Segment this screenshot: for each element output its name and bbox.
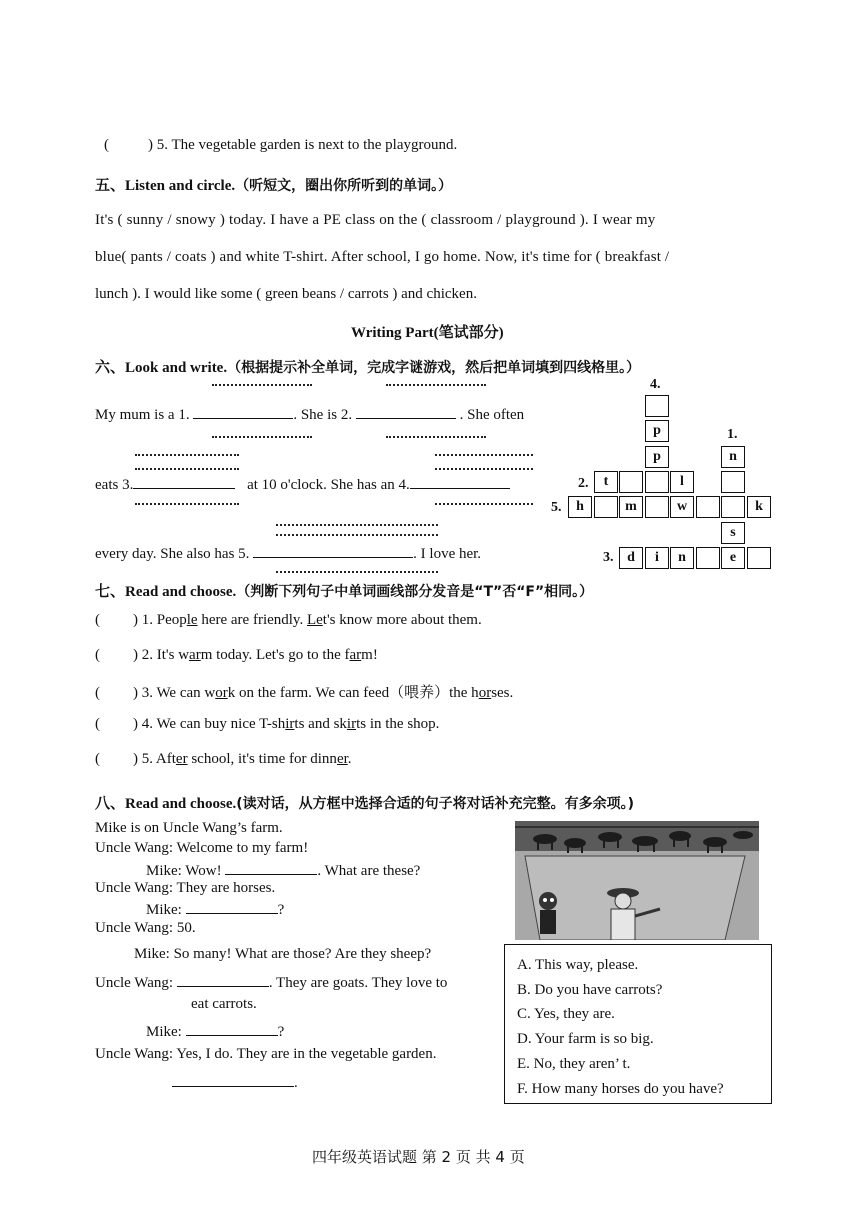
- crossword-cell[interactable]: l: [670, 471, 694, 493]
- crossword-cell[interactable]: n: [670, 547, 694, 569]
- dialogue-blank[interactable]: [186, 899, 278, 914]
- dialogue-blank[interactable]: [186, 1021, 278, 1036]
- sec6-para2: eats 3. at 10 o'clock. She has an 4.: [95, 474, 510, 494]
- crossword-cell[interactable]: [696, 496, 720, 518]
- sec5-title: 五、Listen and circle.（听短文，圈出你所听到的单词。）: [95, 178, 453, 194]
- crossword-cell[interactable]: [645, 471, 669, 493]
- dialogue-line: Mike: ?: [146, 899, 284, 919]
- four-line-grid-3-top: [135, 454, 239, 456]
- sec5-line3: lunch ). I would like some ( green beans / carrots ) and chicken.: [95, 286, 477, 302]
- sec7-item: ( ) 3. We can work on the farm. We can feed（喂养）the horses.: [95, 685, 514, 701]
- crossword-cell[interactable]: p: [645, 446, 669, 468]
- option-a: A. This way, please.: [517, 957, 639, 973]
- options-box: [504, 944, 772, 1104]
- writing-part-title: Writing Part(笔试部分): [351, 325, 504, 341]
- crossword-cell[interactable]: s: [721, 522, 745, 544]
- blank-5[interactable]: [253, 543, 413, 558]
- option-d: D. Your farm is so big.: [517, 1031, 654, 1047]
- sec5-line1: It's ( sunny / snowy ) today. I have a PE class on the ( classroom / playground ). I wear my: [95, 212, 656, 228]
- crossword-cell[interactable]: e: [721, 547, 745, 569]
- page-footer: 四年级英语试题 第 2 页 共 4 页: [312, 1148, 525, 1166]
- four-line-grid-3-bottom: [135, 503, 239, 505]
- dialogue-line: .: [172, 1072, 298, 1092]
- four-line-grid-5-mid: [276, 534, 438, 536]
- farm-illustration: [515, 821, 759, 940]
- four-line-grid-4-top: [435, 454, 533, 456]
- dialogue-line: Uncle Wang: 50.: [95, 920, 196, 936]
- option-f: F. How many horses do you have?: [517, 1081, 724, 1097]
- crossword-cell[interactable]: [645, 395, 669, 417]
- sec6-para1: My mum is a 1. . She is 2. . She often: [95, 404, 524, 424]
- dialogue-line: Mike: Wow! . What are these?: [146, 860, 420, 880]
- farm-picture: [515, 821, 759, 940]
- crossword-cell[interactable]: w: [670, 496, 694, 518]
- crossword-cell[interactable]: p: [645, 420, 669, 442]
- dialogue-line: Mike: ?: [146, 1021, 284, 1041]
- crossword-cell[interactable]: n: [721, 446, 745, 468]
- blank-1[interactable]: [193, 404, 293, 419]
- four-line-grid-2-top: [386, 384, 486, 386]
- four-line-grid-5-top: [276, 524, 438, 526]
- q4-item5-paren: (: [104, 137, 109, 153]
- dialogue-line: Uncle Wang: Yes, I do. They are in the vegetable garden.: [95, 1046, 437, 1062]
- crossword-cell[interactable]: [594, 496, 618, 518]
- four-line-grid-5-bottom: [276, 571, 438, 573]
- q4-item5-text: ) 5. The vegetable garden is next to the playground.: [148, 137, 458, 153]
- crossword-cell[interactable]: t: [594, 471, 618, 493]
- dialogue-line: Mike: So many! What are those? Are they sheep?: [134, 946, 432, 962]
- sec7-item: ( ) 5. After school, it's time for dinner.: [95, 751, 352, 767]
- crossword-cell[interactable]: [645, 496, 669, 518]
- crossword-cell[interactable]: [747, 547, 771, 569]
- crossword-cell[interactable]: k: [747, 496, 771, 518]
- four-line-grid-2-bottom: [386, 436, 486, 438]
- crossword-cell[interactable]: [696, 547, 720, 569]
- crossword-cell[interactable]: i: [645, 547, 669, 569]
- sec7-item: ( ) 4. We can buy nice T-shirts and skirts in the shop.: [95, 716, 440, 732]
- crossword-number-3: 3.: [603, 550, 614, 565]
- crossword-number-4: 4.: [650, 377, 661, 392]
- sec8-title: 八、Read and choose.(读对话，从方框中选择合适的句子将对话补充完整。有多余项。): [95, 796, 635, 812]
- crossword-cell[interactable]: d: [619, 547, 643, 569]
- sec7-item: ( ) 2. It's warm today. Let's go to the farm!: [95, 647, 378, 663]
- crossword-cell[interactable]: [619, 471, 643, 493]
- four-line-grid-1-bottom: [212, 436, 312, 438]
- four-line-grid-4-mid: [435, 468, 533, 470]
- dialogue-blank[interactable]: [225, 860, 317, 875]
- dialogue-line: Uncle Wang: They are horses.: [95, 880, 276, 896]
- dialogue-blank[interactable]: [172, 1072, 294, 1087]
- sec7-title: 七、Read and choose.（判断下列句子中单词画线部分发音是“T”否“F”相同。）: [95, 584, 594, 600]
- crossword-number-2: 2.: [578, 476, 589, 491]
- sec7-item: ( ) 1. People here are friendly. Let's know more about them.: [95, 612, 482, 628]
- crossword-cell[interactable]: [721, 471, 745, 493]
- option-b: B. Do you have carrots?: [517, 982, 663, 998]
- dialogue-line: eat carrots.: [191, 996, 257, 1012]
- dialogue-line: Uncle Wang: . They are goats. They love to: [95, 972, 447, 992]
- dialogue-line: Uncle Wang: Welcome to my farm!: [95, 840, 309, 856]
- four-line-grid-1-top: [212, 384, 312, 386]
- sec6-title: 六、Look and write.（根据提示补全单词，完成字谜游戏，然后把单词填到四线格里。）: [95, 360, 641, 376]
- sec6-para3: every day. She also has 5. . I love her.: [95, 543, 481, 563]
- crossword-cell[interactable]: [721, 496, 745, 518]
- sec5-line2: blue( pants / coats ) and white T-shirt. After school, I go home. Now, it's time for ( breakfast /: [95, 249, 670, 265]
- blank-4[interactable]: [410, 474, 510, 489]
- dialogue-blank[interactable]: [177, 972, 269, 987]
- four-line-grid-3-mid: [135, 468, 239, 470]
- crossword-number-5: 5.: [551, 500, 562, 515]
- dialogue-line: Mike is on Uncle Wang’s farm.: [95, 820, 283, 836]
- crossword-cell[interactable]: m: [619, 496, 643, 518]
- option-e: E. No, they aren’ t.: [517, 1056, 631, 1072]
- four-line-grid-4-bottom: [435, 503, 533, 505]
- blank-2[interactable]: [356, 404, 456, 419]
- crossword-cell[interactable]: h: [568, 496, 592, 518]
- blank-3[interactable]: [133, 474, 235, 489]
- option-c: C. Yes, they are.: [517, 1006, 615, 1022]
- crossword-number-1: 1.: [727, 427, 738, 442]
